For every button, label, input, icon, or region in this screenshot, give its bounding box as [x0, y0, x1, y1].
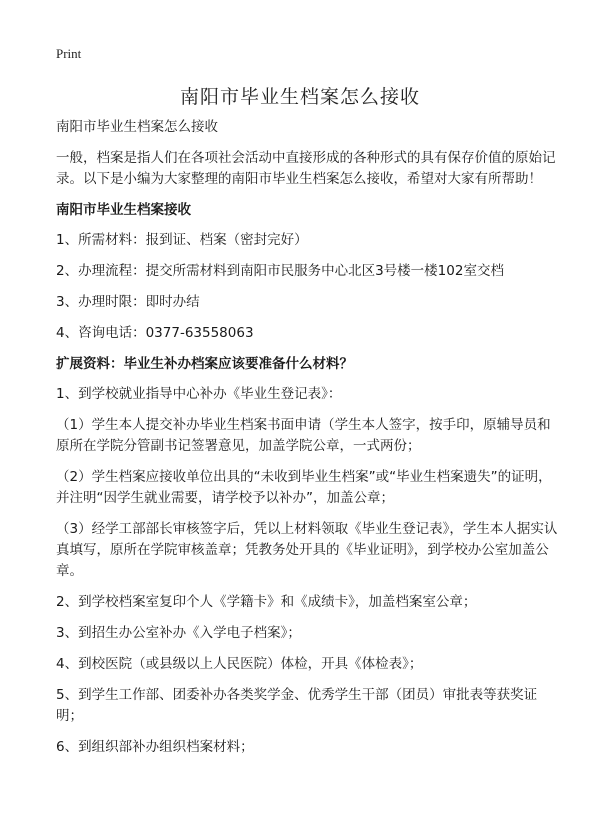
extended-item-3: 3、到招生办公室补办《入学电子档案》； [56, 625, 301, 641]
receive-item-process: 2、办理流程：提交所需材料到南阳市民服务中心北区3号楼一楼102室交档 [56, 263, 504, 279]
extended-item-6: 6、到组织部补办组织档案材料； [56, 739, 254, 755]
article-body [56, 117, 560, 768]
extended-subitem-1: （1）学生本人提交补办毕业生档案书面申请（学生本人签字，按手印，原辅导员和原所在学院分管副书记签署意见，加盖学院公章，一式两份； [56, 417, 551, 454]
receive-item-materials: 1、所需材料：报到证、档案（密封完好） [56, 232, 308, 248]
extended-item-4: 4、到校医院（或县级以上人民医院）体检，开具《体检表》； [56, 656, 423, 672]
receive-item-phone: 4、咨询电话：0377-63558063 [56, 325, 254, 341]
section-heading-receive: 南阳市毕业生档案接收 [56, 202, 191, 218]
section-heading-extended: 扩展资料：毕业生补办档案应该要准备什么材料？ [56, 356, 353, 372]
extended-item-2: 2、到学校档案室复印个人《学籍卡》和《成绩卡》，加盖档案室公章； [56, 594, 477, 610]
extended-subitem-2: （2）学生档案应接收单位出具的“未收到毕业生档案”或“毕业生档案遗失”的证明，并注明“因学生就业需要，请学校予以补办”，加盖公章； [56, 469, 552, 506]
extended-subitem-3: （3）经学工部部长审核签字后，凭以上材料领取《毕业生登记表》，学生本人据实认真填写，原所在学院审核盖章；凭教务处开具的《毕业证明》，到学校办公室加盖公章。 [56, 521, 558, 579]
receive-item-time-limit: 3、办理时限：即时办结 [56, 294, 200, 310]
extended-item-1: 1、到学校就业指导中心补办《毕业生登记表》： [56, 386, 342, 402]
print-link[interactable]: Print [56, 46, 82, 61]
extended-item-5: 5、到学生工作部、团委补办各类奖学金、优秀学生干部（团员）审批表等获奖证明； [56, 687, 538, 724]
page-title: 南阳市毕业生档案怎么接收 [179, 86, 420, 108]
article-subtitle: 南阳市毕业生档案怎么接收 [56, 119, 218, 135]
intro-paragraph: 一般，档案是指人们在各项社会活动中直接形成的各种形式的具有保存价值的原始记录。以下是小编为大家整理的南阳市毕业生档案怎么接收，希望对大家有所帮助！ [56, 150, 556, 187]
